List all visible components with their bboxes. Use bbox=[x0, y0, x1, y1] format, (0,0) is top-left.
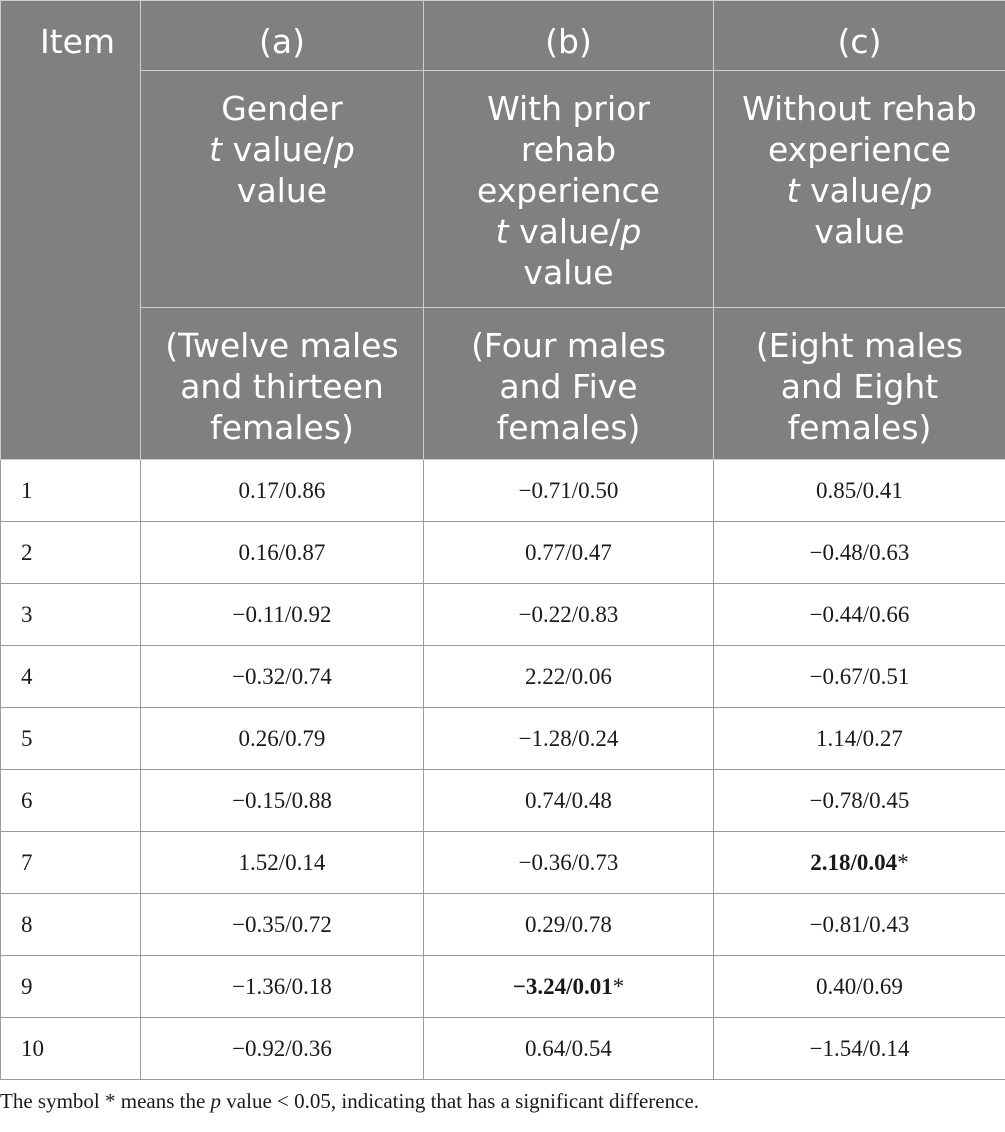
table-header bbox=[1, 1, 1005, 460]
row-item: 4 bbox=[1, 646, 141, 708]
table-footnote: The symbol * means the p value < 0.05, indicating that has a significant difference. bbox=[0, 1089, 700, 1113]
cell-a: −1.36/0.18 bbox=[141, 956, 424, 1018]
cell-c: −0.48/0.63 bbox=[714, 522, 1005, 584]
header-desc-a: Gender t value/p value bbox=[141, 71, 424, 308]
header-desc-b: With prior rehab experience t value/p value bbox=[424, 71, 714, 308]
cell-b: 0.64/0.54 bbox=[424, 1018, 714, 1080]
cell-a: 0.16/0.87 bbox=[141, 522, 424, 584]
header-desc-c: Without rehab experience t value/p value bbox=[714, 71, 1005, 308]
header-group-b: (Four males and Five females) bbox=[424, 308, 714, 460]
significant-value: −3.24/0.01 bbox=[512, 973, 613, 999]
cell-c: 0.85/0.41 bbox=[714, 460, 1005, 522]
header-item: Item bbox=[1, 1, 141, 460]
cell-b: −0.22/0.83 bbox=[424, 584, 714, 646]
cell-c: −0.44/0.66 bbox=[714, 584, 1005, 646]
table-body bbox=[1, 460, 1005, 1080]
table-row bbox=[1, 522, 1005, 584]
cell-a: 0.26/0.79 bbox=[141, 708, 424, 770]
cell-b: −0.36/0.73 bbox=[424, 832, 714, 894]
table-row bbox=[1, 956, 1005, 1018]
table-row bbox=[1, 708, 1005, 770]
header-group-a: (Twelve males and thirteen females) bbox=[141, 308, 424, 460]
row-item: 8 bbox=[1, 894, 141, 956]
cell-a: −0.92/0.36 bbox=[141, 1018, 424, 1080]
cell-a: −0.15/0.88 bbox=[141, 770, 424, 832]
cell-c: 1.14/0.27 bbox=[714, 708, 1005, 770]
header-col-a: (a) bbox=[141, 1, 424, 71]
cell-a: −0.32/0.74 bbox=[141, 646, 424, 708]
row-item: 3 bbox=[1, 584, 141, 646]
header-col-b: (b) bbox=[424, 1, 714, 71]
table-row bbox=[1, 646, 1005, 708]
table-row bbox=[1, 460, 1005, 522]
cell-c: −1.54/0.14 bbox=[714, 1018, 1005, 1080]
cell-c-significant bbox=[714, 832, 1005, 894]
row-item: 6 bbox=[1, 770, 141, 832]
row-item: 10 bbox=[1, 1018, 141, 1080]
cell-a: 1.52/0.14 bbox=[141, 832, 424, 894]
significance-star: * bbox=[897, 849, 909, 875]
cell-c: 0.40/0.69 bbox=[714, 956, 1005, 1018]
cell-b: −1.28/0.24 bbox=[424, 708, 714, 770]
significance-star: * bbox=[612, 973, 625, 999]
table-row bbox=[1, 832, 1005, 894]
cell-c: −0.67/0.51 bbox=[714, 646, 1005, 708]
cell-b-significant bbox=[424, 956, 714, 1018]
cell-b: −0.71/0.50 bbox=[424, 460, 714, 522]
cell-a: 0.17/0.86 bbox=[141, 460, 424, 522]
significant-value: 2.18/0.04 bbox=[810, 849, 898, 875]
cell-c: −0.78/0.45 bbox=[714, 770, 1005, 832]
cell-a: −0.35/0.72 bbox=[141, 894, 424, 956]
header-group-c: (Eight males and Eight females) bbox=[714, 308, 1005, 460]
cell-b: 0.29/0.78 bbox=[424, 894, 714, 956]
header-col-c: (c) bbox=[714, 1, 1005, 71]
row-item: 2 bbox=[1, 522, 141, 584]
cell-b: 0.77/0.47 bbox=[424, 522, 714, 584]
table-row bbox=[1, 1018, 1005, 1080]
table-row bbox=[1, 584, 1005, 646]
cell-b: 0.74/0.48 bbox=[424, 770, 714, 832]
table-row bbox=[1, 770, 1005, 832]
row-item: 1 bbox=[1, 460, 141, 522]
row-item: 5 bbox=[1, 708, 141, 770]
table-row bbox=[1, 894, 1005, 956]
cell-c: −0.81/0.43 bbox=[714, 894, 1005, 956]
cell-b: 2.22/0.06 bbox=[424, 646, 714, 708]
cell-a: −0.11/0.92 bbox=[141, 584, 424, 646]
row-item: 9 bbox=[1, 956, 141, 1018]
row-item: 7 bbox=[1, 832, 141, 894]
